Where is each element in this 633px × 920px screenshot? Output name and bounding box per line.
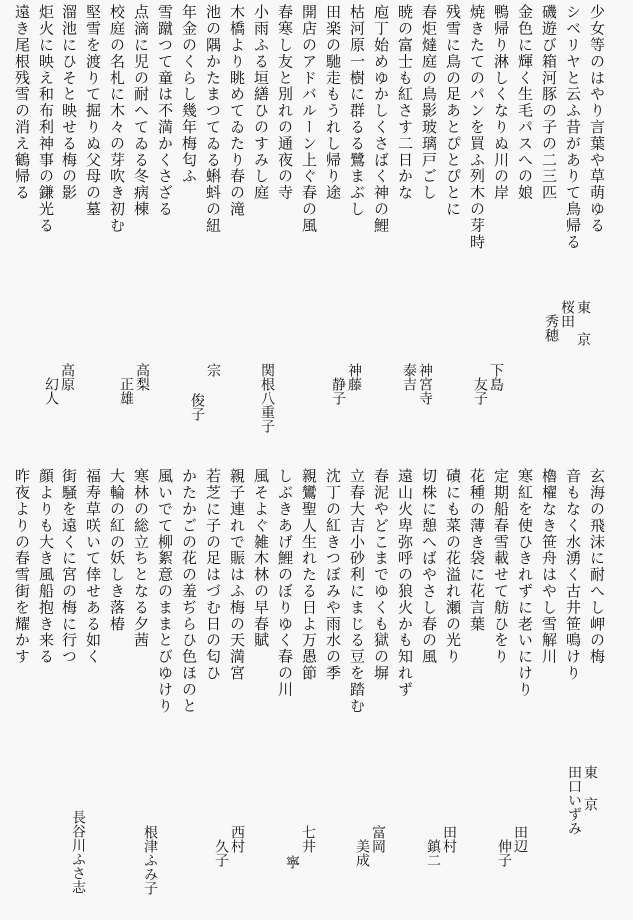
haiku-line: 鴨帰り淋しくなりぬ川の岸	[492, 4, 510, 201]
author-surname: 西村	[229, 825, 245, 853]
author-surname: 下島	[488, 363, 504, 391]
haiku-line: 春泥やどこまでゆくも獄の塀	[372, 468, 390, 682]
author-name	[142, 825, 158, 895]
author-given-name: 秀穂	[543, 314, 559, 342]
author-name	[543, 300, 591, 364]
author-prefecture: 東京	[575, 300, 591, 364]
author-name	[354, 825, 386, 867]
author-given-name: 俊子	[189, 393, 205, 421]
author-given-name: 静子	[330, 377, 346, 405]
haiku-line: 定期船春雪載せて舫ひをり	[492, 468, 510, 665]
author-given-name: 泰吉	[401, 363, 417, 391]
haiku-line: 堅雪を渡りて掘りぬ父母の墓	[84, 4, 102, 218]
haiku-line: 年金のくらし幾年梅匂ふ	[180, 4, 198, 185]
author-given-name: 幻人	[43, 377, 59, 405]
author-name	[70, 810, 86, 894]
haiku-line: 小雨ふる垣繕ひのすみし庭	[252, 4, 270, 201]
author-surname: 高梨	[134, 363, 150, 391]
author-name	[472, 363, 504, 405]
haiku-line: しぶきあげ鯉のぼりゆく春の川	[276, 468, 294, 698]
author-surname: 田辺	[512, 825, 528, 853]
haiku-line: かたかごの花の羞ぢらひ色ほのと	[180, 468, 198, 714]
haiku-line: 昨夜よりの春雪街を耀かす	[13, 468, 31, 665]
haiku-line: 風そよぐ雑木林の早春賦	[252, 468, 270, 649]
author-surname: 長谷川ふさ志	[70, 810, 86, 894]
haiku-line: 立春大吉小砂利にまじる豆を踏む	[348, 468, 366, 714]
haiku-line: 春炬燵庭の鳥影玻璃戸ごし	[420, 4, 438, 201]
haiku-line: 磧にも菜の花溢れ瀬の光り	[444, 468, 462, 665]
haiku-line: 少女等のはやり言葉や草萌ゆる	[588, 4, 606, 234]
author-name	[496, 825, 528, 867]
author-surname: 田口いずみ	[566, 765, 582, 835]
author-name	[425, 825, 457, 867]
author-name	[118, 363, 150, 405]
haiku-line: 点滴に児の耐へてゐる冬病棟	[132, 4, 150, 218]
haiku-line: 親子連れで賑はふ梅の天満宮	[228, 468, 246, 682]
haiku-line: 校庭の名札に木々の芽吹き初む	[108, 4, 126, 234]
author-prefecture: 東京	[582, 765, 598, 829]
haiku-line: 開店のアドバルーン上ぐ春の風	[300, 4, 318, 234]
haiku-line: 櫓櫂なき笹舟はやし雪解川	[540, 468, 558, 665]
haiku-line: 花種の薄き袋に花言葉	[468, 468, 486, 632]
author-surname: 神宮寺	[417, 363, 433, 405]
haiku-line: 大輪の紅の妖しき落椿	[108, 468, 126, 632]
author-surname: 七井	[300, 825, 316, 853]
author-name	[401, 363, 433, 405]
haiku-line: 春寒し友と別れの通夜の寺	[276, 4, 294, 201]
author-given-name: 美成	[354, 839, 370, 867]
haiku-line: 遠き尾根残雪の消え鶴帰る	[13, 4, 31, 201]
haiku-line: 田楽の馳走もうれし帰り途	[324, 4, 342, 201]
haiku-line: 庖丁始めゆかしくさばく神の鯉	[372, 4, 390, 234]
author-surname: 関根八重子	[259, 363, 275, 433]
haiku-line: 街騒を遠くに宮の梅に行つ	[60, 468, 78, 665]
author-surname: 桜田	[559, 300, 575, 328]
author-name	[213, 825, 245, 867]
author-surname: 富岡	[370, 825, 386, 853]
haiku-line: 木橋より眺めてゐたり春の滝	[228, 4, 246, 218]
haiku-line: 若芝に子の足はづむ日の匂ひ	[204, 468, 222, 682]
author-surname: 高原	[59, 363, 75, 391]
haiku-line: 音もなく水湧く古井笹鳴けり	[564, 468, 582, 682]
author-given-name: 友子	[472, 377, 488, 405]
haiku-line: 金色に輝く生毛パスへの娘	[516, 4, 534, 201]
haiku-line: 福寿草咲いて倖せある如く	[84, 468, 102, 665]
author-name	[43, 363, 75, 405]
author-surname: 神藤	[346, 363, 362, 391]
author-name	[330, 363, 362, 405]
author-given-name: 寧	[284, 855, 300, 869]
author-surname: 宗	[205, 363, 221, 377]
haiku-line: 炬火に映え和布利神事の鎌光る	[37, 4, 55, 234]
haiku-line: 溜池にひそと映せる梅の影	[60, 4, 78, 201]
haiku-line: 風いでて柳絮意のままとびゆけり	[156, 468, 174, 714]
haiku-line: 焼きたてのパンを買ふ列木の芽時	[468, 4, 486, 250]
haiku-line: 寒紅を使ひきれずに老いにけり	[516, 468, 534, 698]
haiku-line: 雪蹴つて童は不満かくさざる	[156, 4, 174, 218]
haiku-line: 寒林の総立ちとなる夕茜	[132, 468, 150, 649]
author-name	[284, 825, 316, 869]
haiku-line: 玄海の飛沫に耐へし岬の梅	[588, 468, 606, 665]
haiku-line: 残雪に鳥の足あとぴとぴとに	[444, 4, 462, 218]
author-surname: 根津ふみ子	[142, 825, 158, 895]
haiku-line: 親鸞聖人生れたる日よ万愚節	[300, 468, 318, 682]
haiku-line: 顔よりも大き風船抱き来る	[37, 468, 55, 665]
haiku-line: 切株に憩へばやさし春の風	[420, 468, 438, 665]
author-given-name: 伸子	[496, 839, 512, 867]
author-given-name: 久子	[213, 839, 229, 867]
author-name	[189, 363, 221, 421]
author-name	[259, 363, 275, 433]
haiku-line: 遠山火卑弥呼の狼火かも知れず	[396, 468, 414, 698]
haiku-line: 沈丁の紅きつぼみや雨水の季	[324, 468, 342, 682]
haiku-line: 池の隅かたまつてゐる蝌蚪の紐	[204, 4, 222, 234]
author-given-name: 正雄	[118, 377, 134, 405]
haiku-line: 暁の富士も紅さす二日かな	[396, 4, 414, 201]
author-name	[566, 765, 598, 835]
haiku-line: シベリヤと云ふ昔がありて鳥帰る	[564, 4, 582, 250]
haiku-line: 磯遊び箱河豚の子の二三匹	[540, 4, 558, 201]
author-surname: 田村	[441, 825, 457, 853]
haiku-line: 枯河原一樹に群るる鷺まぶし	[348, 4, 366, 218]
author-given-name: 鎮二	[425, 839, 441, 867]
